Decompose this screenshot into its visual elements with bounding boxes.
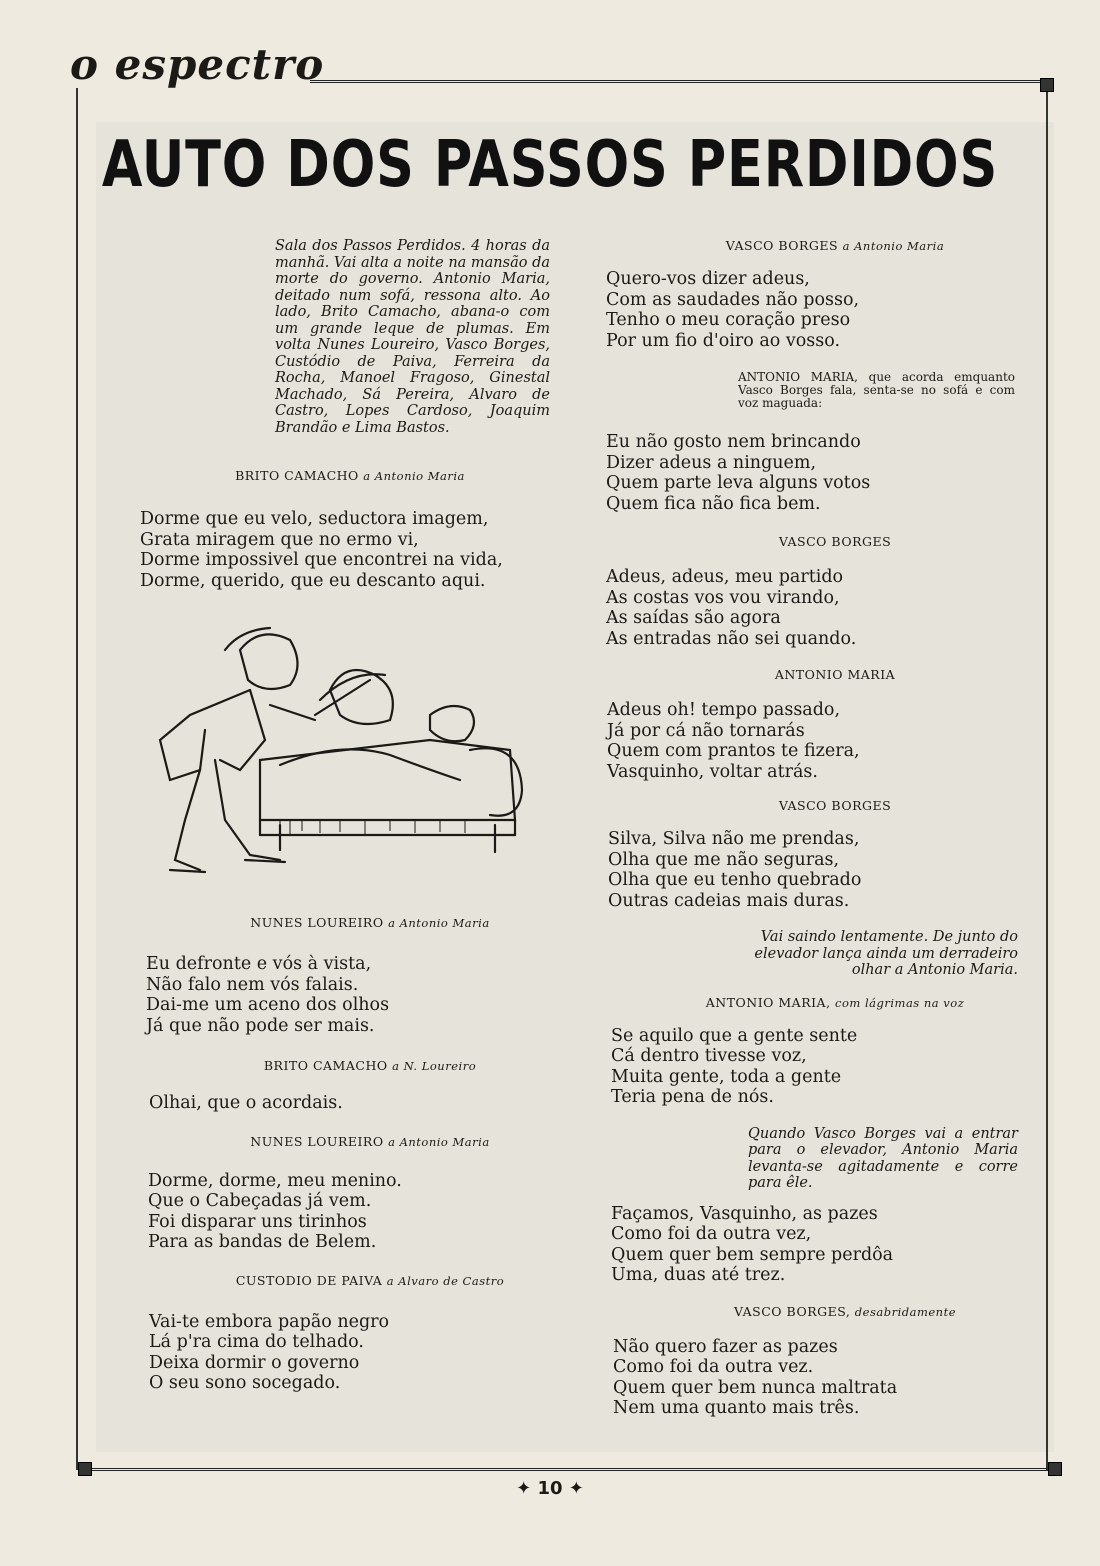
- verse: Olhai, que o acordais.: [149, 1093, 343, 1113]
- page-number: ✦ 10 ✦: [516, 1478, 584, 1499]
- caricature-illustration: [130, 620, 540, 890]
- bottom-rule: [78, 1468, 1054, 1471]
- speaker-label: VASCO BORGES a Antonio Maria: [725, 238, 945, 253]
- verse: Adeus oh! tempo passado, Já por cá não tornarás Quem com prantos te fizera, Vasquinho, voltar atrás.: [607, 700, 860, 782]
- speaker-label: ANTONIO MARIA: [774, 667, 896, 682]
- speaker-label: ANTONIO MARIA, que acorda emquanto Vasco Borges fala, senta-se no sofá e com voz maguada:: [738, 370, 1015, 410]
- page-title: AUTO DOS PASSOS PERDIDOS: [101, 128, 999, 202]
- right-column: [600, 238, 1030, 1419]
- top-rule: [310, 80, 1050, 83]
- speaker-label: VASCO BORGES: [778, 798, 892, 813]
- speaker-label: VASCO BORGES: [778, 534, 892, 549]
- verse: Se aquilo que a gente sente Cá dentro tivesse voz, Muita gente, toda a gente Teria pena de nós.: [611, 1025, 858, 1107]
- speaker-label: CUSTODIO DE PAIVA a Alvaro de Castro: [235, 1272, 505, 1288]
- corner-ornament: [1040, 78, 1054, 92]
- verse: Quero-vos dizer adeus, Com as saudades não posso, Tenho o meu coração preso Por um fio d'oiro ao vosso.: [606, 269, 860, 351]
- speaker-label: VASCO BORGES, desabridamente: [733, 1303, 957, 1319]
- verse: Vai-te embora papão negro Lá p'ra cima do telhado. Deixa dormir o governo O seu sono socegado.: [149, 1311, 390, 1393]
- speaker-label: ANTONIO MARIA, com lágrimas na voz: [705, 994, 965, 1010]
- speaker-label: NUNES LOUREIRO a Antonio Maria: [250, 915, 490, 930]
- speaker-label: BRITO CAMACHO a Antonio Maria: [235, 468, 465, 483]
- stage-direction: Quando Vasco Borges vai a entrar para o elevador, Antonio Maria levanta-se agitadamente e corre para êle.: [748, 1125, 1018, 1191]
- stage-direction: Sala dos Passos Perdidos. 4 horas da manhã. Vai alta a noite na mansão da morte do governo. Antonio Maria, deitado num sofá, ressona alto. Ao lado, Brito Camacho, abana-o com um grande leque de plumas. Em volta Nunes Loureiro, Vasco Borges, Custódio de Paiva, Ferreira da Rocha, Manoel Fragoso, Ginestal Machado, Sá Pereira, Alvaro de Castro, Lopes Cardoso, Joaquim Brandão e Lima Bastos.: [275, 238, 550, 436]
- verse: Não quero fazer as pazes Como foi da outra vez. Quem quer bem nunca maltrata Nem uma quanto mais três.: [613, 1336, 898, 1418]
- speaker-label: BRITO CAMACHO a N. Loureiro: [263, 1058, 477, 1073]
- stage-direction: Vai saindo lentamente. De junto do elevador lança ainda um derradeiro olhar a Antonio Maria.: [754, 929, 1018, 978]
- verse: Façamos, Vasquinho, as pazes Como foi da outra vez, Quem quer bem sempre perdôa Uma, duas até trez.: [611, 1203, 894, 1285]
- corner-ornament: [78, 1462, 92, 1476]
- verse: Dorme que eu velo, seductora imagem, Grata miragem que no ermo vi, Dorme impossivel que encontrei na vida, Dorme, querido, que eu descanto aqui.: [140, 509, 503, 591]
- corner-ornament: [1048, 1462, 1062, 1476]
- speaker-label: NUNES LOUREIRO a Antonio Maria: [250, 1133, 490, 1149]
- masthead-logo: o espectro: [70, 40, 325, 89]
- verse: Eu defronte e vós à vista, Não falo nem vós falais. Dai-me um aceno dos olhos Já que não pode ser mais.: [146, 954, 390, 1036]
- verse: Dorme, dorme, meu menino. Que o Cabeçadas já vem. Foi disparar uns tirinhos Para as bandas de Belem.: [148, 1170, 402, 1252]
- verse: Adeus, adeus, meu partido As costas vos vou virando, As saídas são agora As entradas não sei quando.: [606, 567, 857, 649]
- verse: Eu não gosto nem brincando Dizer adeus a ninguem, Quem parte leva alguns votos Quem fica não fica bem.: [606, 432, 871, 514]
- verse: Silva, Silva não me prendas, Olha que me não seguras, Olha que eu tenho quebrado Outras cadeias mais duras.: [608, 829, 862, 911]
